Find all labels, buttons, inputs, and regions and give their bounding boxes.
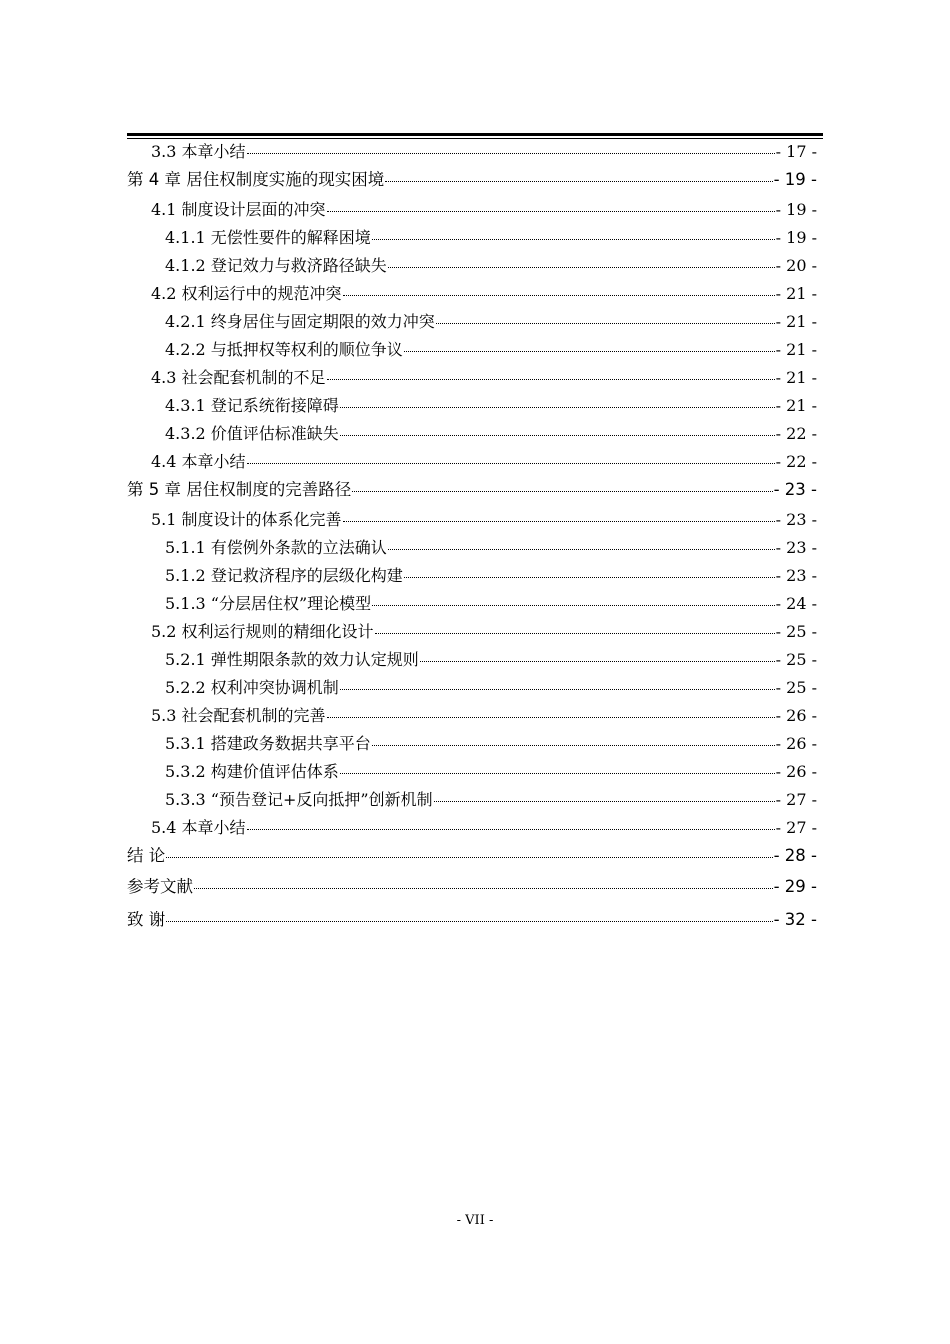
toc-entry[interactable] (165, 760, 817, 784)
toc-entry[interactable] (151, 620, 817, 644)
toc-chapter-entry[interactable] (127, 875, 817, 899)
toc-entry-title: 5.1.1 有偿例外条款的立法确认 (165, 538, 387, 557)
toc-dot-leader (372, 239, 775, 240)
toc-dot-leader (375, 633, 775, 634)
toc-dot-leader (247, 829, 775, 830)
toc-entry[interactable] (151, 450, 817, 474)
toc-dot-leader (436, 323, 775, 324)
toc-dot-leader (372, 745, 775, 746)
toc-dot-leader (247, 463, 775, 464)
toc-entry-title: 4.3 社会配套机制的不足 (151, 368, 326, 387)
toc-entry-page: - 26 - (775, 762, 817, 781)
toc-dot-leader (385, 181, 772, 182)
toc-entry[interactable] (151, 816, 817, 840)
toc-dot-leader (434, 801, 775, 802)
toc-entry-page: - 25 - (775, 678, 817, 697)
toc-entry-page: - 23 - (775, 566, 817, 585)
toc-entry-title: 5.3.1 搭建政务数据共享平台 (165, 734, 371, 753)
toc-dot-leader (343, 521, 775, 522)
toc-dot-leader (327, 717, 775, 718)
toc-entry-title: 4.1.1 无偿性要件的解释困境 (165, 228, 371, 247)
toc-entry-title: 5.3.3 “预告登记+反向抵押”创新机制 (165, 790, 433, 809)
toc-entry-title: 结 论 (127, 846, 166, 865)
toc-entry-title: 5.4 本章小结 (151, 818, 246, 837)
toc-dot-leader (372, 605, 774, 606)
header-rule-thin (127, 138, 823, 139)
toc-entry[interactable] (165, 592, 817, 616)
toc-entry-page: - 22 - (775, 424, 817, 443)
toc-entry-page: - 28 - (773, 846, 817, 865)
toc-entry[interactable] (165, 310, 817, 334)
toc-entry[interactable] (151, 282, 817, 306)
toc-dot-leader (340, 773, 775, 774)
toc-entry-title: 5.2 权利运行规则的精细化设计 (151, 622, 374, 641)
toc-entry[interactable] (165, 422, 817, 446)
toc-entry-page: - 19 - (775, 200, 817, 219)
toc-entry[interactable] (165, 254, 817, 278)
toc-entry-title: 4.2.2 与抵押权等权利的顺位争议 (165, 340, 403, 359)
toc-entry-page: - 21 - (775, 312, 817, 331)
toc-entry-title: 4.1 制度设计层面的冲突 (151, 200, 326, 219)
toc-entry-page: - 26 - (775, 734, 817, 753)
toc-entry-title: 4.3.2 价值评估标准缺失 (165, 424, 339, 443)
toc-entry-page: - 21 - (775, 396, 817, 415)
toc-entry-title: 致 谢 (127, 910, 166, 929)
toc-entry[interactable] (165, 676, 817, 700)
toc-entry-title: 5.2.1 弹性期限条款的效力认定规则 (165, 650, 419, 669)
toc-chapter-entry[interactable] (127, 478, 817, 502)
toc-entry[interactable] (165, 788, 817, 812)
toc-entry-page: - 25 - (775, 622, 817, 641)
toc-entry-title: 4.3.1 登记系统衔接障碍 (165, 396, 339, 415)
toc-dot-leader (166, 921, 772, 922)
toc-entry-page: - 23 - (773, 480, 817, 499)
toc-entry[interactable] (165, 394, 817, 418)
toc-entry-title: 5.3 社会配套机制的完善 (151, 706, 326, 725)
toc-entry[interactable] (165, 536, 817, 560)
toc-dot-leader (247, 153, 775, 154)
header-rule-thick (127, 133, 823, 136)
toc-entry-title: 第 4 章 居住权制度实施的现实困境 (127, 170, 385, 189)
toc-dot-leader (340, 407, 775, 408)
toc-entry-title: 4.2.1 终身居住与固定期限的效力冲突 (165, 312, 435, 331)
toc-entry-page: - 23 - (775, 510, 817, 529)
toc-dot-leader (352, 491, 772, 492)
toc-entry-title: 参考文献 (127, 877, 193, 896)
toc-entry-page: - 20 - (775, 256, 817, 275)
toc-entry-page: - 25 - (775, 650, 817, 669)
toc-entry-title: 3.3 本章小结 (151, 142, 246, 161)
toc-entry[interactable] (151, 508, 817, 532)
toc-dot-leader (194, 888, 773, 889)
toc-entry-title: 5.1.3 “分层居住权”理论模型 (165, 594, 372, 613)
toc-entry-page: - 17 - (775, 142, 817, 161)
toc-entry-page: - 24 - (775, 594, 817, 613)
toc-entry[interactable] (165, 648, 817, 672)
toc-chapter-entry[interactable] (127, 908, 817, 932)
toc-entry-page: - 27 - (775, 790, 817, 809)
toc-entry-page: - 21 - (775, 368, 817, 387)
toc-entry-title: 4.4 本章小结 (151, 452, 246, 471)
toc-chapter-entry[interactable] (127, 168, 817, 192)
toc-entry[interactable] (151, 704, 817, 728)
toc-entry-title: 5.3.2 构建价值评估体系 (165, 762, 339, 781)
toc-entry-page: - 26 - (775, 706, 817, 725)
toc-dot-leader (404, 351, 775, 352)
toc-entry-page: - 29 - (773, 877, 817, 896)
toc-entry-title: 4.1.2 登记效力与救济路径缺失 (165, 256, 387, 275)
toc-chapter-entry[interactable] (127, 844, 817, 868)
toc-dot-leader (327, 379, 775, 380)
toc-entry[interactable] (151, 366, 817, 390)
toc-entry-page: - 21 - (775, 284, 817, 303)
toc-dot-leader (420, 661, 775, 662)
toc-entry[interactable] (151, 198, 817, 222)
toc-entry[interactable] (165, 732, 817, 756)
toc-entry-page: - 19 - (775, 228, 817, 247)
toc-entry-page: - 32 - (773, 910, 817, 929)
toc-dot-leader (166, 857, 772, 858)
toc-entry-title: 5.1 制度设计的体系化完善 (151, 510, 342, 529)
toc-entry[interactable] (165, 338, 817, 362)
toc-entry-page: - 27 - (775, 818, 817, 837)
toc-entry-page: - 21 - (775, 340, 817, 359)
toc-entry-title: 第 5 章 居住权制度的完善路径 (127, 480, 352, 499)
toc-entry-page: - 19 - (773, 170, 817, 189)
toc-dot-leader (340, 689, 775, 690)
toc-entry-page: - 23 - (775, 538, 817, 557)
toc-dot-leader (404, 577, 775, 578)
toc-dot-leader (340, 435, 775, 436)
toc-entry-title: 5.1.2 登记救济程序的层级化构建 (165, 566, 403, 585)
toc-dot-leader (388, 267, 775, 268)
toc-entry-title: 5.2.2 权利冲突协调机制 (165, 678, 339, 697)
toc-entry-page: - 22 - (775, 452, 817, 471)
toc-entry[interactable] (165, 226, 817, 250)
toc-dot-leader (327, 211, 775, 212)
toc-entry-title: 4.2 权利运行中的规范冲突 (151, 284, 342, 303)
toc-dot-leader (388, 549, 775, 550)
page-number: - VII - (456, 1213, 494, 1228)
toc-entry[interactable] (151, 140, 817, 164)
toc-dot-leader (343, 295, 775, 296)
toc-entry[interactable] (165, 564, 817, 588)
